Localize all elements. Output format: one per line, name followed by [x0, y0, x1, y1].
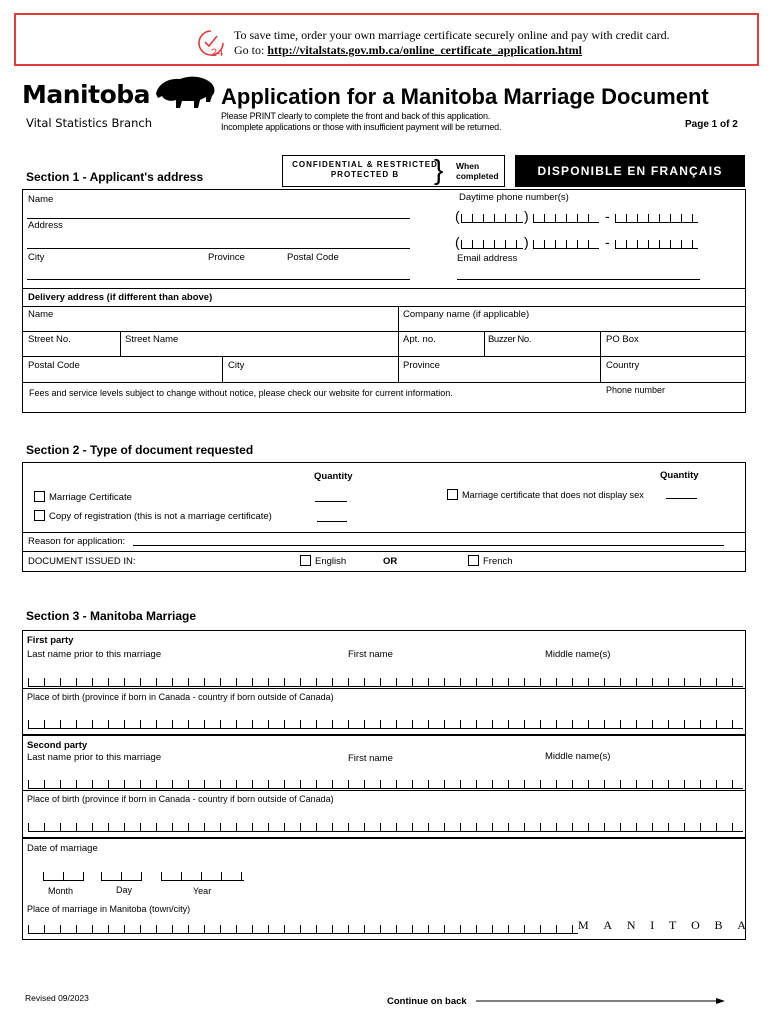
place-of-marriage-field[interactable]: [28, 925, 578, 934]
banner-line-2: [234, 43, 582, 58]
confidential-line-2: PROTECTED B: [330, 170, 400, 179]
city-province-postal-line[interactable]: [27, 279, 410, 280]
street-no-label: Street No.: [28, 334, 71, 345]
marriage-certificate-option[interactable]: [34, 491, 132, 503]
email-label: Email address: [457, 253, 518, 264]
day-label: Day: [116, 885, 133, 895]
col-divider: [484, 331, 485, 356]
date-of-marriage-label: Date of marriage: [27, 843, 98, 854]
second-party-birthplace-label: Place of birth (province if born in Canada - country if born outside of Canada): [27, 794, 334, 804]
phone-field-2[interactable]: ( ) -: [455, 234, 700, 250]
postal-code-label: Postal Code: [287, 252, 339, 263]
first-party-label: First party: [27, 635, 74, 646]
col-divider: [120, 331, 121, 356]
english-checkbox[interactable]: [300, 555, 311, 566]
instructions-line-2: Incomplete applications or those with insufficient payment will be returned.: [221, 122, 502, 132]
first-party-birthplace-field[interactable]: [28, 720, 743, 729]
copy-registration-checkbox[interactable]: [34, 510, 45, 521]
delivery-divider: [23, 288, 745, 289]
suffix-letter: O: [691, 918, 700, 932]
year-label: Year: [193, 886, 212, 896]
row-divider: [23, 688, 745, 689]
suffix-letter: N: [626, 918, 636, 932]
apt-no-label: Apt. no.: [403, 334, 436, 345]
suffix-letter: A: [737, 918, 746, 932]
suffix-letter: A: [603, 918, 613, 932]
day-field[interactable]: [101, 872, 142, 881]
section-1-title: Section 1 - Applicant's address: [26, 170, 204, 184]
po-box-label: PO Box: [606, 334, 639, 345]
month-field[interactable]: [43, 872, 84, 881]
arrow-right-icon: [476, 996, 726, 1006]
year-field[interactable]: [161, 872, 244, 881]
month-label: Month: [48, 886, 74, 896]
second-party-birthplace-field[interactable]: [28, 823, 743, 832]
section-2-title: Section 2 - Type of document requested: [26, 443, 254, 457]
manitoba-suffix: [578, 918, 746, 934]
svg-text:24: 24: [211, 47, 224, 58]
first-party-birthplace-label: Place of birth (province if born in Canada - country if born outside of Canada): [27, 692, 334, 702]
quantity-left-label: Quantity: [314, 471, 353, 482]
suffix-letter: B: [714, 918, 723, 932]
logo-wordmark: Manitoba: [22, 80, 151, 109]
row-divider: [23, 532, 745, 533]
second-party-last-name-label: Last name prior to this marriage: [27, 752, 162, 763]
first-party-name-field[interactable]: [28, 678, 743, 687]
row-divider: [23, 306, 745, 307]
second-party-label: Second party: [27, 740, 88, 751]
banner-go-to: Go to:: [234, 43, 268, 57]
second-party-first-name-label: First name: [348, 753, 393, 764]
province-label: Province: [208, 252, 245, 263]
french-option[interactable]: [468, 555, 513, 567]
delivery-name-label: Name: [28, 309, 54, 320]
or-label: OR: [383, 556, 398, 567]
delivery-province-label: Province: [403, 360, 440, 371]
banner-line-1: To save time, order your own marriage certificate securely online and pay with credit card.: [234, 28, 670, 42]
no-sex-certificate-checkbox[interactable]: [447, 489, 458, 500]
first-party-middle-name-label: Middle name(s): [545, 649, 611, 660]
suffix-letter: I: [650, 918, 655, 932]
bison-icon: [152, 72, 218, 112]
clock-24-icon: [196, 28, 226, 58]
reason-line[interactable]: [133, 545, 724, 546]
row-divider: [23, 551, 745, 552]
street-name-label: Street Name: [125, 334, 179, 345]
name-label: Name: [28, 194, 54, 205]
manitoba-logo: [22, 80, 150, 109]
marriage-certificate-label: Marriage Certificate: [49, 492, 132, 503]
delivery-postal-label: Postal Code: [28, 360, 80, 371]
english-option[interactable]: [300, 555, 346, 567]
party-divider: [23, 734, 745, 736]
page-title: Application for a Manitoba Marriage Document: [221, 84, 709, 109]
first-party-last-name-label: Last name prior to this marriage: [27, 649, 162, 660]
email-line[interactable]: [457, 279, 700, 280]
french-label: French: [483, 556, 513, 567]
buzzer-no-label: Buzzer No.: [488, 334, 531, 345]
copy-registration-option[interactable]: [34, 510, 272, 522]
delivery-title: Delivery address (if different than above): [28, 292, 213, 303]
online-application-link[interactable]: http://vitalstats.gov.mb.ca/online_certificate_application.html: [267, 43, 582, 57]
suffix-letter: T: [669, 918, 677, 932]
address-label: Address: [28, 220, 63, 231]
suffix-letter: M: [578, 918, 589, 932]
completed-label: completed: [456, 171, 499, 181]
row-divider: [23, 356, 745, 357]
no-sex-certificate-label: Marriage certificate that does not display sex: [462, 490, 644, 500]
copy-registration-label: Copy of registration (this is not a marriage certificate): [49, 511, 272, 522]
city-label: City: [28, 252, 45, 263]
page-number: Page 1 of 2: [685, 119, 738, 130]
party-divider: [23, 837, 745, 839]
confidential-line-1: CONFIDENTIAL & RESTRICTED: [292, 160, 438, 169]
delivery-phone-label: Phone number: [606, 385, 666, 395]
daytime-phone-label: Daytime phone number(s): [459, 192, 569, 203]
row-divider: [23, 331, 745, 332]
row-divider: [23, 382, 745, 383]
french-available-button[interactable]: [515, 155, 745, 187]
address-line[interactable]: [27, 248, 410, 249]
row-divider: [23, 790, 745, 791]
place-of-marriage-label: Place of marriage in Manitoba (town/city): [27, 904, 191, 914]
second-party-name-field[interactable]: [28, 780, 743, 789]
french-available-label: DISPONIBLE EN FRANÇAIS: [537, 164, 723, 178]
first-party-first-name-label: First name: [348, 649, 393, 660]
issued-in-label: DOCUMENT ISSUED IN:: [28, 556, 136, 567]
no-sex-certificate-option[interactable]: [447, 489, 644, 500]
quantity-right-label: Quantity: [660, 470, 699, 481]
reason-label: Reason for application:: [28, 536, 126, 547]
section-3-title: Section 3 - Manitoba Marriage: [26, 609, 197, 623]
brace-icon: }: [434, 154, 444, 185]
delivery-country-label: Country: [606, 360, 640, 371]
copy-registration-quantity[interactable]: [317, 521, 347, 522]
english-label: English: [315, 556, 347, 567]
fees-notice: Fees and service levels subject to change without notice, please check our website for current information.: [29, 388, 453, 398]
phone-field-1[interactable]: ( ) -: [455, 208, 700, 224]
col-divider: [222, 356, 223, 382]
continue-on-back: Continue on back: [387, 996, 467, 1007]
marriage-certificate-quantity[interactable]: [315, 501, 347, 502]
no-sex-certificate-quantity[interactable]: [666, 498, 697, 499]
branch-name: Vital Statistics Branch: [26, 116, 153, 130]
instructions-line-1: Please PRINT clearly to complete the front and back of this application.: [221, 111, 491, 121]
name-line[interactable]: [27, 218, 410, 219]
second-party-middle-name-label: Middle name(s): [545, 751, 611, 762]
company-name-label: Company name (if applicable): [403, 309, 530, 320]
col-divider: [398, 306, 399, 382]
french-checkbox[interactable]: [468, 555, 479, 566]
revised-date: Revised 09/2023: [25, 993, 89, 1003]
marriage-certificate-checkbox[interactable]: [34, 491, 45, 502]
when-label: When: [456, 161, 480, 171]
delivery-city-label: City: [228, 360, 245, 371]
